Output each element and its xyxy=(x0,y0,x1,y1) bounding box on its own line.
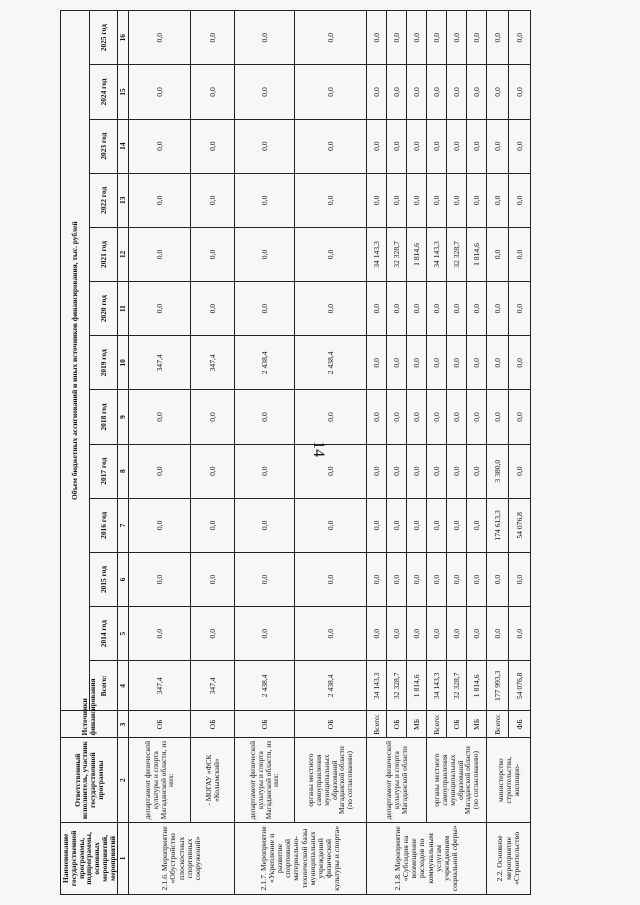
year-value: 0,0 xyxy=(387,552,407,606)
year-value: 0,0 xyxy=(129,173,191,227)
header-year: 2016 год xyxy=(89,498,118,552)
year-value: 0,0 xyxy=(235,11,295,65)
item-executor: органы местного самоуправления муниципальных образований Магаданской области (по согласованию) xyxy=(427,738,487,822)
year-value: 0,0 xyxy=(407,11,427,65)
total-value: 54 076,8 xyxy=(509,661,531,711)
col-number: 13 xyxy=(118,173,129,227)
header-year: 2014 год xyxy=(89,607,118,661)
year-value: 0,0 xyxy=(509,11,531,65)
funding-source: ОБ xyxy=(387,711,407,738)
header-name: Наименование государственной программы, подпрограммы, основных мероприятий, мероприятий xyxy=(61,822,118,894)
year-value: 32 328,7 xyxy=(447,227,467,281)
year-value: 0,0 xyxy=(367,65,387,119)
year-value: 2 438,4 xyxy=(295,336,367,390)
year-value: 0,0 xyxy=(295,119,367,173)
item-name: 2.1.6. Мероприятие «Обустройство плоскостных спортивных сооружений» xyxy=(129,822,235,894)
funding-source: ОБ xyxy=(235,711,295,738)
col-number: 4 xyxy=(118,661,129,711)
year-value: 0,0 xyxy=(487,173,509,227)
year-value: 0,0 xyxy=(387,607,407,661)
year-value: 0,0 xyxy=(295,227,367,281)
year-value: 0,0 xyxy=(191,282,235,336)
year-value: 0,0 xyxy=(407,65,427,119)
year-value: 0,0 xyxy=(427,390,447,444)
year-value: 0,0 xyxy=(129,11,191,65)
header-year: 2022 год xyxy=(89,173,118,227)
year-value: 0,0 xyxy=(235,119,295,173)
year-value: 0,0 xyxy=(467,11,487,65)
total-value: 1 814,6 xyxy=(467,661,487,711)
year-value: 0,0 xyxy=(467,119,487,173)
funding-source: МБ xyxy=(467,711,487,738)
year-value: 0,0 xyxy=(407,607,427,661)
year-value: 0,0 xyxy=(191,65,235,119)
header-row-top xyxy=(61,11,90,895)
total-value: 32 328,7 xyxy=(387,661,407,711)
col-number: 6 xyxy=(118,552,129,606)
year-value: 0,0 xyxy=(191,444,235,498)
year-value: 0,0 xyxy=(191,552,235,606)
header-year: 2018 год xyxy=(89,390,118,444)
item-executor: департамент физической культуры и спорта Магаданской области xyxy=(367,738,427,822)
year-value: 0,0 xyxy=(235,173,295,227)
year-value: 0,0 xyxy=(427,336,447,390)
year-value: 0,0 xyxy=(509,444,531,498)
page-number: 14 xyxy=(310,441,327,457)
year-value: 0,0 xyxy=(235,498,295,552)
total-value: 1 814,6 xyxy=(407,661,427,711)
table-row xyxy=(191,11,235,895)
year-value: 34 143,3 xyxy=(367,227,387,281)
year-value: 0,0 xyxy=(427,119,447,173)
header-executor: Ответственный исполнитель, участник государственной программы xyxy=(61,738,118,822)
year-value: 0,0 xyxy=(407,173,427,227)
year-value: 0,0 xyxy=(407,498,427,552)
year-value: 0,0 xyxy=(407,390,427,444)
year-value: 0,0 xyxy=(191,607,235,661)
year-value: 0,0 xyxy=(509,282,531,336)
header-year: 2021 год xyxy=(89,227,118,281)
year-value: 0,0 xyxy=(447,11,467,65)
year-value: 0,0 xyxy=(191,11,235,65)
year-value: 0,0 xyxy=(295,444,367,498)
year-value: 0,0 xyxy=(509,390,531,444)
year-value: 0,0 xyxy=(387,11,407,65)
table-row xyxy=(235,11,295,895)
year-value: 0,0 xyxy=(447,119,467,173)
year-value: 2 438,4 xyxy=(235,336,295,390)
year-value: 0,0 xyxy=(487,336,509,390)
year-value: 0,0 xyxy=(467,336,487,390)
year-value: 0,0 xyxy=(509,65,531,119)
year-value: 174 613,3 xyxy=(487,498,509,552)
year-value: 0,0 xyxy=(487,65,509,119)
year-value: 54 076,8 xyxy=(509,498,531,552)
year-value: 0,0 xyxy=(487,11,509,65)
year-value: 0,0 xyxy=(467,444,487,498)
year-value: 0,0 xyxy=(235,607,295,661)
year-value: 0,0 xyxy=(387,173,407,227)
header-year: 2017 год xyxy=(89,444,118,498)
year-value: 0,0 xyxy=(235,282,295,336)
year-value: 0,0 xyxy=(487,119,509,173)
year-value: 0,0 xyxy=(387,336,407,390)
year-value: 0,0 xyxy=(487,607,509,661)
year-value: 0,0 xyxy=(367,552,387,606)
year-value: 0,0 xyxy=(387,498,407,552)
col-number: 11 xyxy=(118,282,129,336)
year-value: 0,0 xyxy=(447,390,467,444)
total-value: 177 993,3 xyxy=(487,661,509,711)
year-value: 0,0 xyxy=(295,11,367,65)
rotated-table-container xyxy=(60,10,635,895)
year-value: 0,0 xyxy=(407,444,427,498)
header-year: 2024 год xyxy=(89,65,118,119)
year-value: 0,0 xyxy=(407,119,427,173)
year-value: 0,0 xyxy=(387,390,407,444)
year-value: 0,0 xyxy=(447,444,467,498)
year-value: 0,0 xyxy=(129,282,191,336)
header-year: 2025 год xyxy=(89,11,118,65)
year-value: 0,0 xyxy=(367,282,387,336)
year-value: 0,0 xyxy=(191,390,235,444)
year-value: 0,0 xyxy=(129,65,191,119)
year-value: 0,0 xyxy=(129,498,191,552)
col-number: 14 xyxy=(118,119,129,173)
year-value: 0,0 xyxy=(129,390,191,444)
funding-source: ОБ xyxy=(295,711,367,738)
year-value: 0,0 xyxy=(367,498,387,552)
col-number: 10 xyxy=(118,336,129,390)
year-value: 0,0 xyxy=(129,227,191,281)
year-value: 0,0 xyxy=(487,282,509,336)
year-value: 0,0 xyxy=(467,390,487,444)
header-source: Источники финансирования xyxy=(61,711,118,738)
year-value: 0,0 xyxy=(447,552,467,606)
year-value: 0,0 xyxy=(427,173,447,227)
year-value: 0,0 xyxy=(509,227,531,281)
year-value: 0,0 xyxy=(367,390,387,444)
year-value: 0,0 xyxy=(407,336,427,390)
year-value: 0,0 xyxy=(367,119,387,173)
funding-source: Всего: xyxy=(487,711,509,738)
year-value: 0,0 xyxy=(235,227,295,281)
year-value: 0,0 xyxy=(295,65,367,119)
table-row xyxy=(295,11,367,895)
year-value: 0,0 xyxy=(467,607,487,661)
col-number: 7 xyxy=(118,498,129,552)
year-value: 0,0 xyxy=(467,173,487,227)
column-number-row xyxy=(118,11,129,895)
col-number: 1 xyxy=(118,822,129,894)
year-value: 0,0 xyxy=(447,336,467,390)
year-value: 0,0 xyxy=(129,119,191,173)
year-value: 0,0 xyxy=(447,173,467,227)
year-value: 0,0 xyxy=(367,11,387,65)
year-value: 0,0 xyxy=(235,444,295,498)
table-row xyxy=(129,11,191,895)
year-value: 0,0 xyxy=(447,607,467,661)
col-number: 3 xyxy=(118,711,129,738)
year-value: 0,0 xyxy=(427,444,447,498)
total-value: 2 438,4 xyxy=(235,661,295,711)
year-value: 0,0 xyxy=(295,282,367,336)
funding-source: ОБ xyxy=(447,711,467,738)
year-value: 0,0 xyxy=(427,498,447,552)
year-value: 0,0 xyxy=(509,173,531,227)
year-value: 0,0 xyxy=(367,336,387,390)
year-value: 0,0 xyxy=(387,119,407,173)
year-value: 0,0 xyxy=(509,119,531,173)
total-value: 32 328,7 xyxy=(447,661,467,711)
funding-source: ФБ xyxy=(509,711,531,738)
total-value: 347,4 xyxy=(191,661,235,711)
header-year: 2019 год xyxy=(89,336,118,390)
year-value: 1 814,6 xyxy=(467,227,487,281)
col-number: 2 xyxy=(118,738,129,822)
year-value: 0,0 xyxy=(467,65,487,119)
year-value: 0,0 xyxy=(235,65,295,119)
col-number: 16 xyxy=(118,11,129,65)
year-value: 347,4 xyxy=(191,336,235,390)
year-value: 0,0 xyxy=(295,390,367,444)
funding-source: Всего: xyxy=(427,711,447,738)
year-value: 0,0 xyxy=(295,498,367,552)
year-value: 0,0 xyxy=(487,552,509,606)
item-executor: органы местного самоуправления муниципальных образований Магаданской области (по согласованию) xyxy=(295,738,367,822)
year-value: 0,0 xyxy=(487,390,509,444)
col-number: 15 xyxy=(118,65,129,119)
year-value: 0,0 xyxy=(387,65,407,119)
item-executor: - МОГАУ «ФСК «Колымский» xyxy=(191,738,235,822)
year-value: 0,0 xyxy=(407,282,427,336)
year-value: 0,0 xyxy=(191,227,235,281)
total-value: 34 143,3 xyxy=(367,661,387,711)
col-number: 12 xyxy=(118,227,129,281)
header-funding-group: Объем бюджетных ассигнований и иных источников финансирования, тыс. рублей xyxy=(61,11,90,711)
table-row xyxy=(367,11,387,895)
year-value: 0,0 xyxy=(191,498,235,552)
total-value: 34 143,3 xyxy=(427,661,447,711)
item-name: 2.2. Основное мероприятие «Строительство xyxy=(487,822,531,894)
year-value: 1 814,6 xyxy=(407,227,427,281)
year-value: 0,0 xyxy=(129,607,191,661)
year-value: 0,0 xyxy=(295,607,367,661)
funding-source: ОБ xyxy=(129,711,191,738)
header-year: 2023 год xyxy=(89,119,118,173)
item-executor: департамент физической культуры и спорта Магаданской области, из них: xyxy=(129,738,191,822)
year-value: 32 328,7 xyxy=(387,227,407,281)
funding-source: Всего: xyxy=(367,711,387,738)
year-value: 0,0 xyxy=(387,282,407,336)
year-value: 0,0 xyxy=(191,119,235,173)
header-year: 2020 год xyxy=(89,282,118,336)
item-executor: департамент физической культуры и спорта Магаданской области, из них: xyxy=(235,738,295,822)
year-value: 0,0 xyxy=(509,607,531,661)
header-total: Всего: xyxy=(89,661,118,711)
year-value: 0,0 xyxy=(367,173,387,227)
total-value: 347,4 xyxy=(129,661,191,711)
year-value: 0,0 xyxy=(509,552,531,606)
year-value: 0,0 xyxy=(367,444,387,498)
year-value: 0,0 xyxy=(191,173,235,227)
year-value: 3 380,0 xyxy=(487,444,509,498)
year-value: 0,0 xyxy=(427,552,447,606)
year-value: 0,0 xyxy=(467,498,487,552)
year-value: 0,0 xyxy=(447,65,467,119)
year-value: 0,0 xyxy=(467,552,487,606)
year-value: 0,0 xyxy=(235,552,295,606)
year-value: 0,0 xyxy=(407,552,427,606)
year-value: 0,0 xyxy=(427,11,447,65)
year-value: 0,0 xyxy=(367,607,387,661)
year-value: 0,0 xyxy=(447,498,467,552)
funding-source: МБ xyxy=(407,711,427,738)
year-value: 0,0 xyxy=(295,173,367,227)
year-value: 0,0 xyxy=(427,65,447,119)
year-value: 0,0 xyxy=(295,552,367,606)
item-executor: министерство строительства, жилищно- xyxy=(487,738,531,822)
item-name: 2.1.8. Мероприятие «Субсидия на возмещение расходов по коммунальным услугам учреждениям социальной сферы» xyxy=(367,822,487,894)
header-year: 2015 год xyxy=(89,552,118,606)
table-row xyxy=(487,11,509,895)
funding-source: ОБ xyxy=(191,711,235,738)
year-value: 0,0 xyxy=(427,282,447,336)
year-value: 0,0 xyxy=(235,390,295,444)
col-number: 5 xyxy=(118,607,129,661)
item-name: 2.1.7. Мероприятие «Укрепление и развитие спортивной материально-технической базы муниципальных учреждений физической культуры и спорта» xyxy=(235,822,367,894)
col-number: 8 xyxy=(118,444,129,498)
year-value: 347,4 xyxy=(129,336,191,390)
year-value: 0,0 xyxy=(129,444,191,498)
year-value: 34 143,3 xyxy=(427,227,447,281)
total-value: 2 438,4 xyxy=(295,661,367,711)
year-value: 0,0 xyxy=(447,282,467,336)
year-value: 0,0 xyxy=(467,282,487,336)
year-value: 0,0 xyxy=(387,444,407,498)
year-value: 0,0 xyxy=(129,552,191,606)
col-number: 9 xyxy=(118,390,129,444)
year-value: 0,0 xyxy=(487,227,509,281)
year-value: 0,0 xyxy=(509,336,531,390)
table-row xyxy=(427,11,447,895)
year-value: 0,0 xyxy=(427,607,447,661)
budget-table xyxy=(60,10,531,895)
